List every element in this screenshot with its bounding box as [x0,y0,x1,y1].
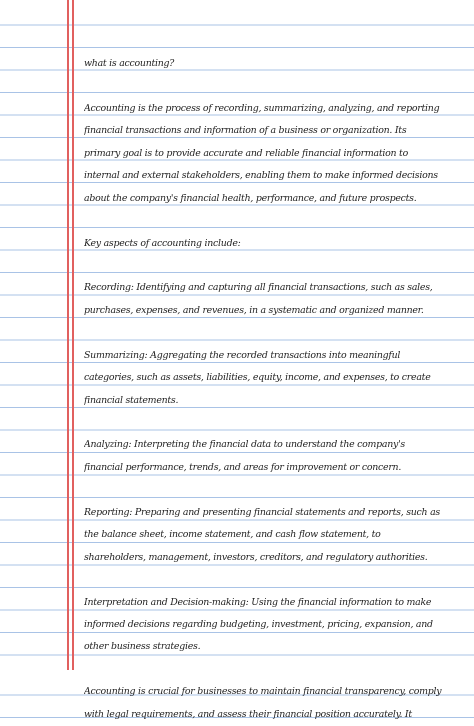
note-line: financial statements. [84,394,179,406]
note-line: purchases, expenses, and revenues, in a systematic and organized manner. [84,304,424,316]
handwritten-note [84,53,462,726]
note-line: Recording: Identifying and capturing all financial transactions, such as sales, [84,282,433,294]
note-title: what is accounting? [84,58,175,69]
note-line: Accounting is the process of recording, summarizing, analyzing, and reporting [84,102,440,114]
note-line: internal and external stakeholders, enabling them to make informed decisions [84,170,438,182]
note-line: Reporting: Preparing and presenting financial statements and reports, such as [84,506,440,518]
note-line [84,210,462,232]
note-line: primary goal is to provide accurate and reliable financial information to [84,147,408,159]
note-line [84,412,462,434]
note-line: Analyzing: Interpreting the financial data to understand the company's [84,439,405,451]
note-line: Summarizing: Aggregating the recorded transactions into meaningful [84,349,401,361]
note-line [84,569,462,591]
note-line [84,479,462,501]
note-line: Key aspects of accounting include: [84,237,241,249]
note-line: the balance sheet, income statement, and cash flow statement, to [84,529,381,541]
margin-rule-right [72,0,74,670]
note-line: financial performance, trends, and areas for improvement or concern. [84,461,402,473]
note-line: informed decisions regarding budgeting, investment, pricing, expansion, and [84,618,433,630]
note-line: other business strategies. [84,641,201,653]
note-line [84,322,462,344]
note-line [84,75,462,97]
note-line: about the company's financial health, performance, and future prospects. [84,192,417,204]
note-line: shareholders, management, investors, creditors, and regulatory authorities. [84,551,428,563]
note-line [84,659,462,681]
note-line: categories, such as assets, liabilities, equity, income, and expenses, to create [84,372,431,384]
note-line [84,255,462,277]
note-line: Interpretation and Decision-making: Using the financial information to make [84,596,432,608]
note-line: with legal requirements, and assess their financial position accurately. It [84,708,412,720]
note-line: Accounting is crucial for businesses to maintain financial transparency, comply [84,686,442,698]
margin-rule-left [67,0,69,670]
note-line: financial transactions and information of a business or organization. Its [84,125,407,137]
